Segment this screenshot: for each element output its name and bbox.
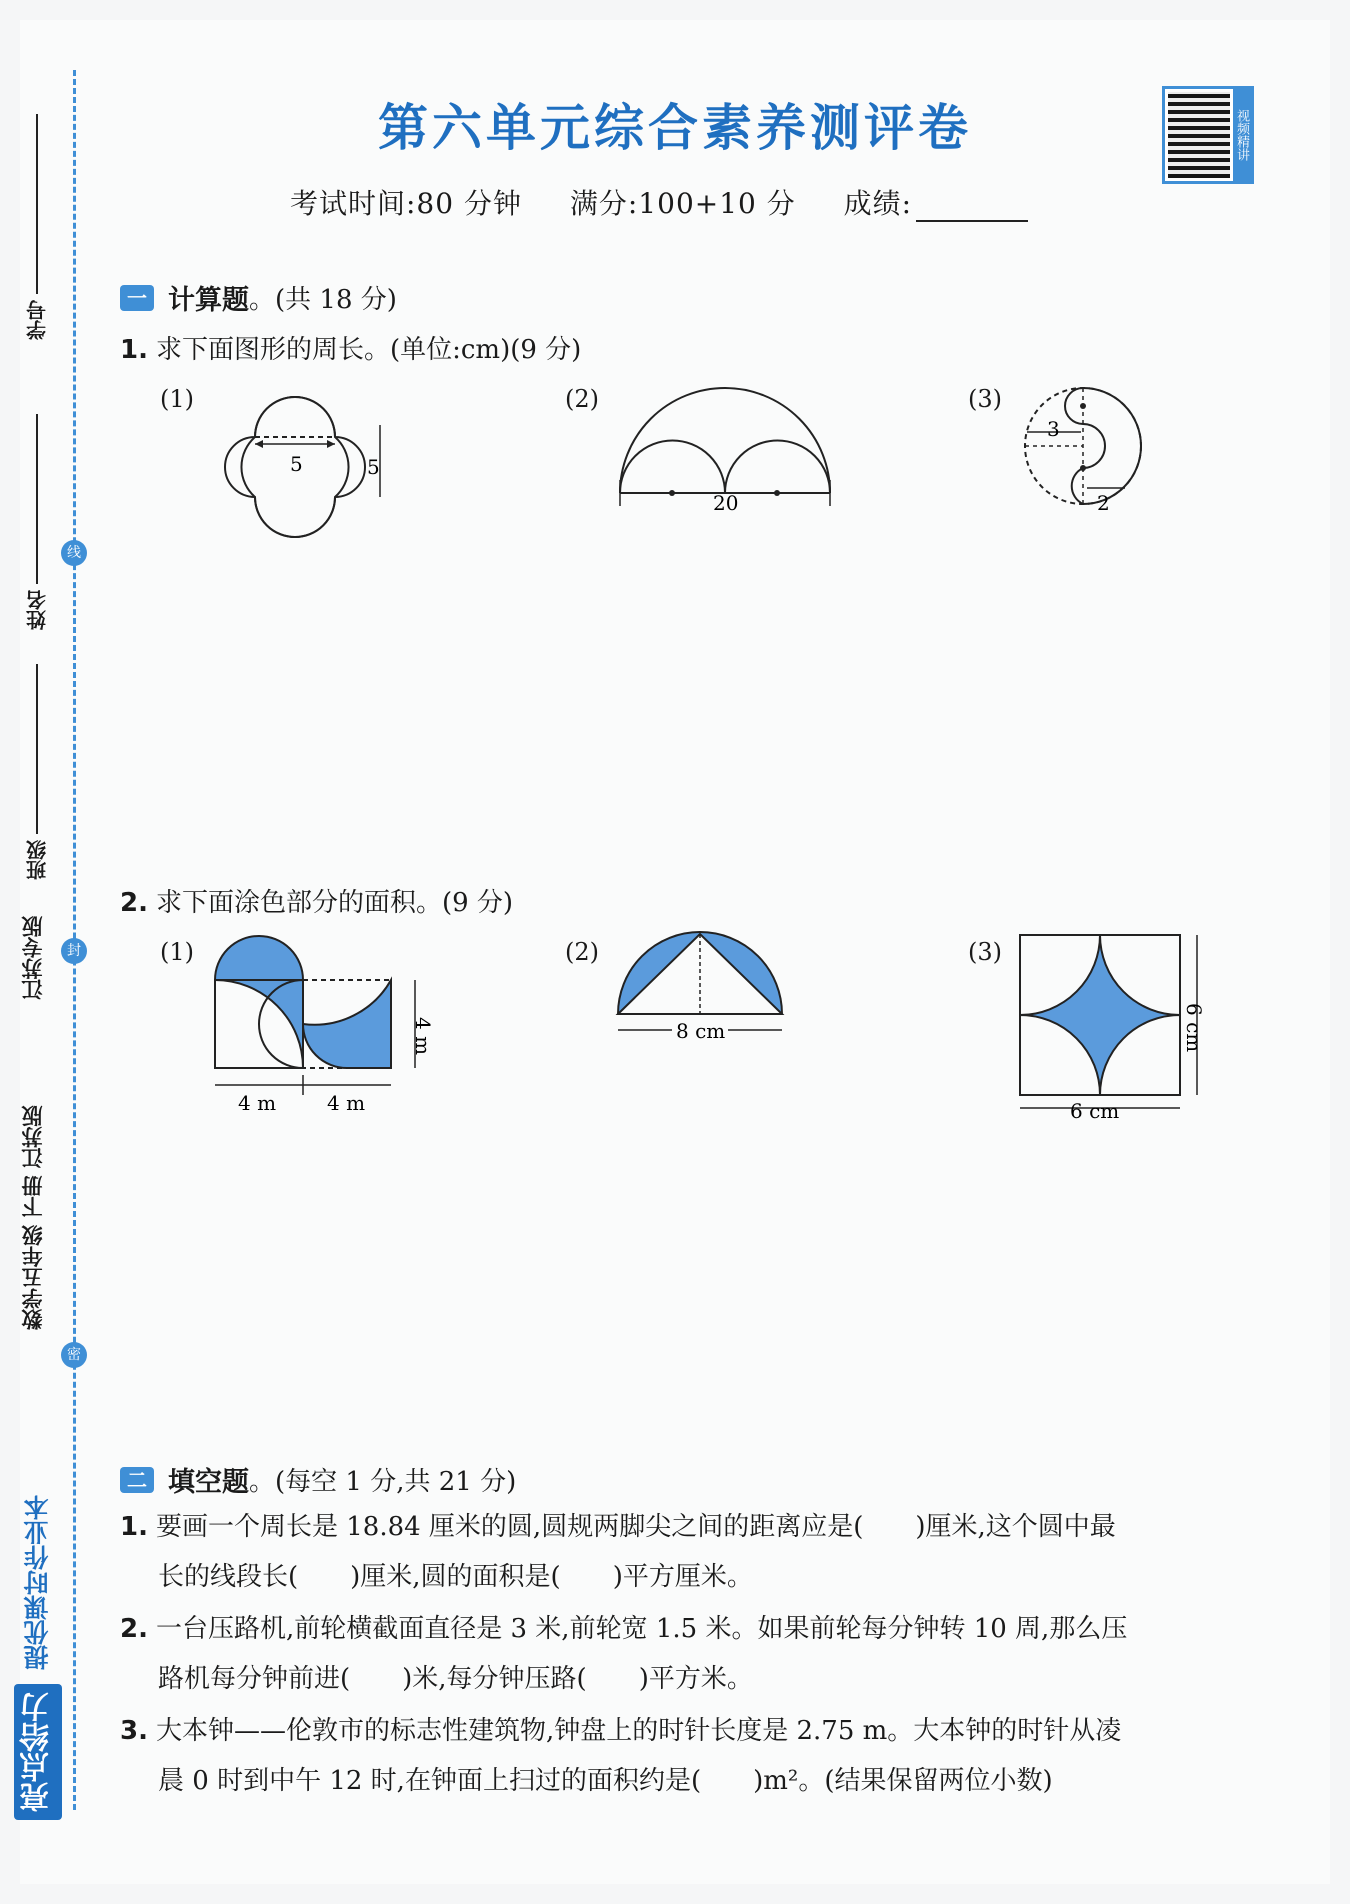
- class-field: [22, 650, 52, 880]
- s1-q2-label-2: (2): [565, 938, 599, 966]
- class-line: [36, 664, 38, 834]
- s1-fig3-a: 3: [1047, 417, 1060, 441]
- s2-q2-num: 2.: [120, 1614, 148, 1644]
- s2-q1-num: 1.: [120, 1512, 148, 1542]
- s2-fig1-side: 4 m: [411, 1017, 435, 1056]
- s1-q2-text: 求下面涂色部分的面积。(9 分): [155, 888, 514, 918]
- s2-q3-l1: 大本钟——伦敦市的标志性建筑物,钟盘上的时针长度是 2.75 m。大本钟的时针从凌: [155, 1716, 1122, 1746]
- brand-main: 亮点给力: [14, 1684, 62, 1820]
- s2-fig2-d: 8 cm: [676, 1019, 726, 1043]
- section2-title: 填空题: [168, 1467, 249, 1498]
- s1-q1-label-1: (1): [160, 385, 194, 413]
- s1-fig1-w: 5: [290, 452, 303, 476]
- s2-fig1-b2: 4 m: [327, 1091, 366, 1115]
- s1-q2-label-3: (3): [968, 938, 1002, 966]
- s2-q3-num: 3.: [120, 1716, 148, 1746]
- s2-fig3-w: 6 cm: [1070, 1099, 1120, 1120]
- qr-tag: 视频精讲: [1233, 89, 1251, 181]
- s2-q3: [120, 1706, 1320, 1806]
- section2-badge: 二: [120, 1467, 154, 1493]
- s2-q1-l1: 要画一个周长是 18.84 厘米的圆,圆规两脚尖之间的距离应是( )厘米,这个圆中最: [155, 1512, 1116, 1542]
- s1-fig3-circle: [1015, 380, 1165, 515]
- section1-heading: [120, 278, 397, 317]
- s1-q1-text: 求下面图形的周长。(单位:cm)(9 分): [155, 335, 582, 365]
- student-name-line: [36, 414, 38, 584]
- exam-score-label: 成绩:: [843, 187, 913, 220]
- s2-q1: [120, 1502, 1320, 1602]
- s1-fig2-d: 20: [713, 491, 739, 515]
- s1-q1-label-2: (2): [565, 385, 599, 413]
- qr-code-icon[interactable]: [1168, 92, 1230, 178]
- s2-fig2-semicircle: [612, 930, 792, 1050]
- s1-fig1-h: 5: [367, 455, 380, 479]
- s1-fig3-b: 2: [1097, 491, 1110, 515]
- s2-q3-l2: 晨 0 时到中午 12 时,在钟面上扫过的面积约是( )m²。(结果保留两位小数): [158, 1766, 1053, 1796]
- student-name-field: [22, 400, 52, 630]
- section2-heading: [120, 1460, 516, 1499]
- s1-q2-label-1: (1): [160, 938, 194, 966]
- qr-code-block[interactable]: [1162, 86, 1254, 184]
- s1-q2-num: 2.: [120, 888, 148, 918]
- brand-block: [18, 1360, 58, 1820]
- s1-q2: [120, 878, 1320, 928]
- edition-label: 江苏专版: [21, 916, 45, 1000]
- exam-full-score: 满分:100+10 分: [569, 187, 796, 220]
- page-title: 第六单元综合素养测评卷: [378, 99, 972, 157]
- s1-q1: [120, 325, 1320, 375]
- s1-fig2-semicircles: [610, 378, 840, 518]
- s2-q2: [120, 1604, 1320, 1704]
- s2-fig1-b1: 4 m: [238, 1091, 277, 1115]
- s1-q1-num: 1.: [120, 335, 148, 365]
- s2-q1-l2: 长的线段长( )厘米,圆的面积是( )平方厘米。: [158, 1562, 753, 1592]
- s2-q2-l2: 路机每分钟前进( )米,每分钟压路( )平方米。: [158, 1664, 753, 1694]
- class-label: 班级: [25, 840, 50, 880]
- section1-note: 。(共 18 分): [249, 285, 397, 315]
- s2-fig1-shaded: [205, 930, 445, 1115]
- brand-sub: 提优课时作业本: [23, 1495, 52, 1670]
- binding-mark-line: 线: [61, 540, 87, 566]
- section1-badge: 一: [120, 285, 154, 311]
- student-id-label: 学号: [25, 300, 50, 340]
- exam-info: [290, 182, 1066, 222]
- score-blank[interactable]: [916, 192, 1028, 222]
- section2-note: 。(每空 1 分,共 21 分): [249, 1467, 517, 1497]
- student-name-label: 姓名: [25, 590, 50, 630]
- binding-mark-secret: 密: [61, 1342, 87, 1368]
- s1-q1-label-3: (3): [968, 385, 1002, 413]
- exam-time: 考试时间:80 分钟: [290, 187, 522, 220]
- section1-title: 计算题: [168, 285, 249, 316]
- s2-fig3-h: 6 cm: [1182, 1003, 1206, 1053]
- s2-q2-l1: 一台压路机,前轮横截面直径是 3 米,前轮宽 1.5 米。如果前轮每分钟转 10 周,那么压: [155, 1614, 1128, 1644]
- s1-fig1-clover: [205, 380, 405, 550]
- binding-mark-seal: 封: [61, 938, 87, 964]
- s2-fig3-square: [1015, 930, 1215, 1120]
- spine-grade-label: 数学五年级 下册 江苏版: [21, 1105, 45, 1330]
